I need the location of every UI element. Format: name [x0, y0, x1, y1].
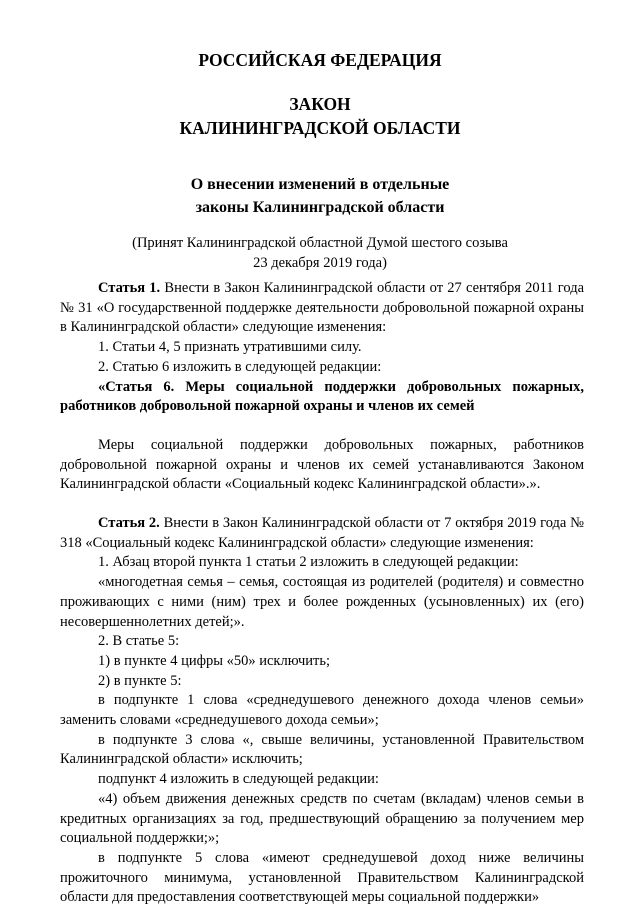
- article2-p3: 2. В статье 5:: [98, 633, 180, 650]
- article1-item2: 2. Статью 6 изложить в следующей редакции:: [98, 358, 382, 375]
- article1-item1: 1. Статьи 4, 5 признать утратившими силу.: [98, 339, 362, 356]
- article2-intro: [60, 514, 584, 553]
- article2-p6: в подпункте 1 слова «среднедушевого денежного дохода членов семьи» заменить словами «среднедушевого дохода семьи»;: [60, 692, 584, 729]
- adoption-note-line2: 23 декабря 2019 года): [253, 255, 387, 271]
- adoption-note: [0, 233, 640, 273]
- article2-p5: 2) в пункте 5:: [98, 672, 182, 689]
- spacer: [60, 417, 584, 436]
- article2-label: Статья 2.: [98, 515, 160, 532]
- article1-new-title-text: «Статья 6. Меры социальной поддержки добровольных пожарных, работников добровольной пожарной охраны и членов их семей: [60, 378, 584, 415]
- article2-intro-text: Внести в Закон Калининградской области от 7 октября 2019 года № 318 «Социальный кодекс Калининградской области» следующие изменения:: [60, 515, 584, 551]
- federation-heading: РОССИЙСКАЯ ФЕДЕРАЦИЯ: [198, 50, 442, 70]
- spacer: [60, 495, 584, 514]
- article2-p2: «многодетная семья – семья, состоящая из родителей (родителя) и совместно проживающих с ними (ним) трех и более рожденных (усыновленных) их (его) несовершеннолетних детей;».: [60, 574, 584, 630]
- article2-p8: подпункт 4 изложить в следующей редакции:: [98, 771, 379, 788]
- article2-p1: 1. Абзац второй пункта 1 статьи 2 изложить в следующей редакции:: [98, 554, 519, 571]
- article2-p7: в подпункте 3 слова «, свыше величины, установленной Правительством Калининградской области» исключить;: [60, 731, 584, 768]
- law-title-line1: О внесении изменений в отдельные: [190, 176, 450, 193]
- law-heading-line2: КАЛИНИНГРАДСКОЙ ОБЛАСТИ: [179, 118, 461, 138]
- law-heading: [0, 92, 640, 140]
- law-title: [0, 173, 640, 219]
- article1-new-title: [60, 378, 584, 417]
- article2-p4: 1) в пункте 4 цифры «50» исключить;: [98, 652, 331, 669]
- law-heading-line1: ЗАКОН: [289, 94, 351, 114]
- article1-intro-text: Внести в Закон Калининградской области от 27 сентября 2011 года № 31 «О государственной поддержке деятельности добровольной пожарной охраны в Калининградской области» следующие изменения:: [60, 280, 585, 336]
- article1-label: Статья 1.: [98, 280, 161, 296]
- law-title-line2: законы Калининградской области: [195, 199, 445, 216]
- document-body: [60, 279, 584, 908]
- article2-p9: «4) объем движения денежных средств по счетам (вкладам) членов семьи в кредитных организациях за год, предшествующий обращению за получением мер социальной поддержки;»;: [60, 790, 584, 847]
- adoption-note-line1: (Принят Калининградской областной Думой шестого созыва: [132, 235, 508, 251]
- article2-p10: в подпункте 5 слова «имеют среднедушевой доход ниже величины прожиточного минимума, установленной Правительством Калининградской области для предоставления соответствующей меры социальной поддержки»: [60, 849, 584, 906]
- article1-new-text: Меры социальной поддержки добровольных пожарных, работников добровольной пожарной охраны и членов их семей устанавливаются Законом Калининградской области «Социальный кодекс Калининградской области».».: [60, 436, 584, 493]
- article1-intro: [60, 279, 584, 338]
